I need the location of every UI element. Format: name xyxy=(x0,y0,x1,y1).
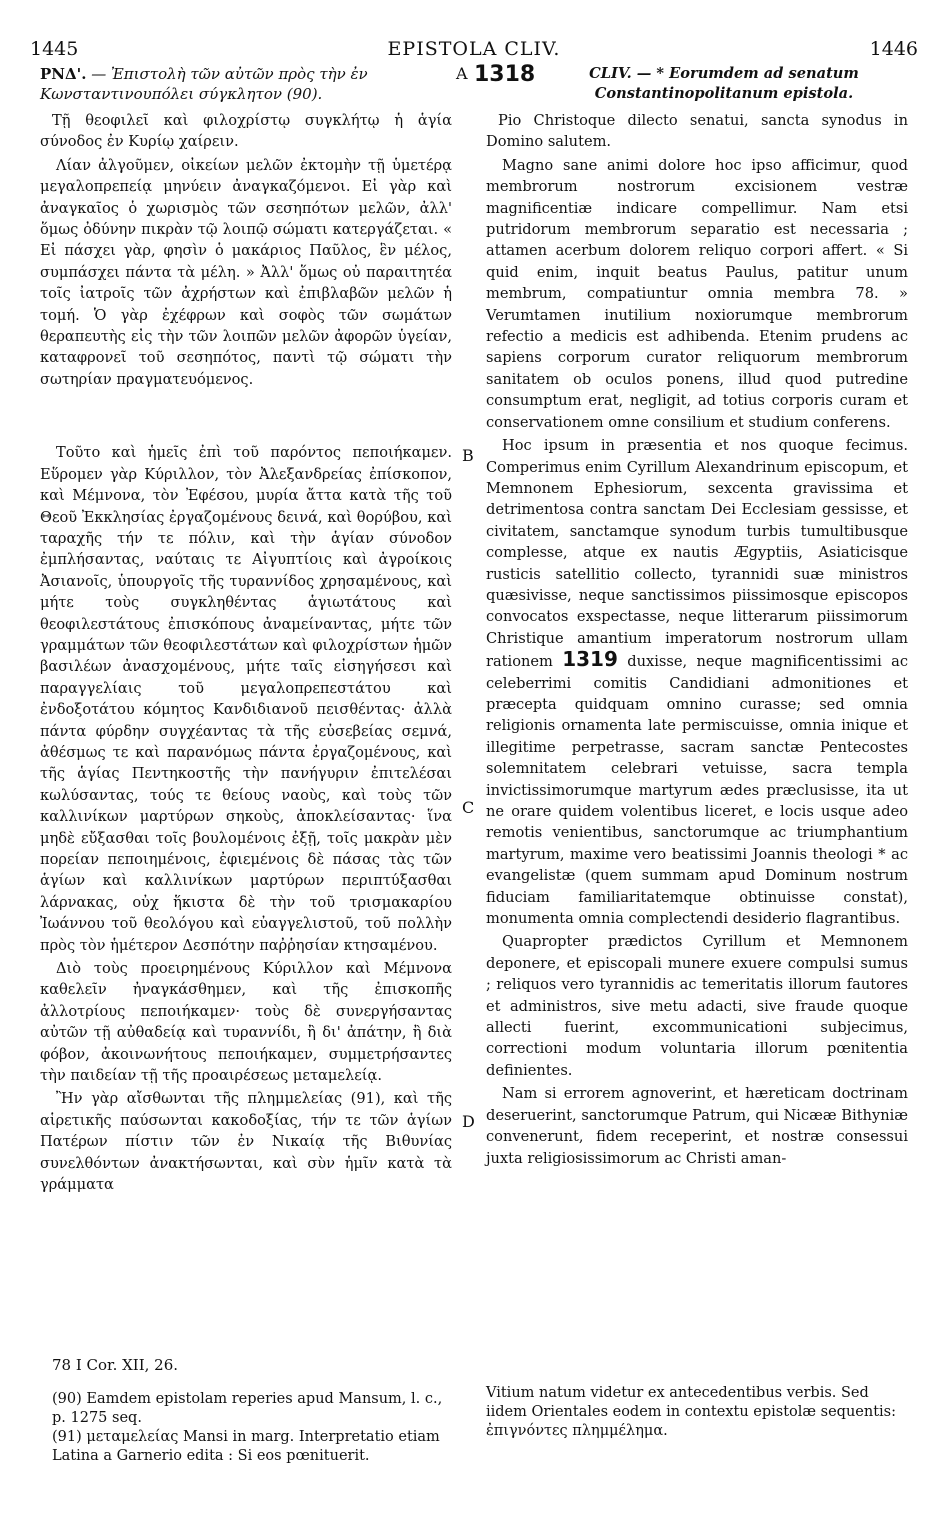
greek-column xyxy=(40,64,452,1198)
column-number-1319: 1319 xyxy=(562,647,618,672)
latin-title-box xyxy=(540,64,908,110)
latin-paragraph: Quapropter prædictos Cyrillum et Memnonem deponere, et episcopali munere exuere compulsi sumus ; reliquos vero tyrannidis ac temeritatis illorum fautores et administros, sive metu adacti, sive fraude quoque allecti fuerint, excommunicationi subjecimus, correctioni modum voluntaria illorum pœnitentia definientes. xyxy=(486,933,908,1079)
greek-salutation: Τῇ θεοφιλεῖ καὶ φιλοχρίστῳ συγκλήτῳ ἡ ἁγία σύνοδος ἐν Κυρίῳ χαίρειν. xyxy=(40,112,452,151)
greek-letter-title xyxy=(40,64,452,104)
margin-mark-c: C xyxy=(462,798,475,817)
note-91: (91) μεταμελείας Mansi in marg. Interpretatio etiam Latina a Garnerio edita : Si eos pœnituerit. xyxy=(52,1429,440,1464)
page-number-left: 1445 xyxy=(30,38,79,60)
note-90: (90) Eamdem epistolam reperies apud Mansum, l. c., p. 1275 seq. xyxy=(52,1391,443,1426)
latin-paragraph: Nam si errorem agnoverint, et hæreticam doctrinam deseruerint, sanctorumque Patrum, qui Nicææ Bithyniæ convenerunt, fidem receperint, et nostræ consessui juxta religiosissimorum ac Christi aman- xyxy=(486,1085,908,1167)
latin-letter-title: CLIV. — * Eorumdem ad senatum Constantinopolitanum epistola. xyxy=(589,65,859,102)
latin-salutation: Pio Christoque dilecto senatui, sancta synodus in Domino salutem. xyxy=(486,112,908,151)
greek-letter-title-text: — Ἐπιστολὴ τῶν αὐτῶν πρὸς τὴν ἐν Κωνσταντινουπόλει σύγκλητον (90). xyxy=(40,65,368,103)
running-head xyxy=(30,38,918,64)
latin-paragraph-text: Hoc ipsum in præsentia et nos quoque fecimus. Comperimus enim Cyrillum Alexandrinum episcopum, et Memnonem Ephesiorum, sexcenta gravissima et detrimentosa contra sanctam Dei Ecclesiam gessisse, et civitatem, sanctamque synodum turbis tumultibusque complesse, atque ex nautis Ægyptiis, Asiaticisque rusticis satellitio collecto, tyrannidi suæ ministros quæsivisse, neque sanctissimos piissimosque episcopos convocatos exspectasse, neque litterarum piissimorum Christique amantium imperatorum nostrorum ullam rationem xyxy=(486,437,908,671)
notes-right xyxy=(486,1384,906,1441)
latin-column xyxy=(486,110,908,1171)
latin-paragraph-continued: duxisse, neque magnificentissimi ac celeberrimi comitis Candidiani admonitiones et præcepta quidquam omnino curasse; sed omnia religionis ornamenta late permiscuisse, omnia inique et illegitime perpetrasse, sacram sanctæ Pentecostes solemnitatem celebrari vetuisse, sacra templa invictissimorumque martyrum ædes præclusisse, ita ut ne orare quidem volentibus liceret, e locis usque adeo remotis venientibus, sanctorumque ac triumphantium martyrum, maxime vero beatissimi Joannis theologi * ac evangelistæ (quem summam apud Dominum nostrum fiduciam familiaritatemque obtinuisse constat), monumenta omnia complectendi desiderio flagrantibus. xyxy=(486,653,909,928)
latin-paragraph: Magno sane animi dolore hoc ipso afficimur, quod membrorum nostrorum excisionem vestræ magnificentiæ indicare compellimur. Nam etsi putridorum membrorum separatio est necessaria ; attamen acerbum dolorem reliquo corpori affert. « Si quid enim, inquit beatus Paulus, patitur unum membrum, compatiuntur omnia membra 78. » Verumtamen inutilium noxiorumque membrorum refectio a medicis est adhibenda. Etenim prudens ac sapiens corporum curator reliquorum membrorum sanitatem ob oculos ponens, illud quod putredine consumptum erat, negligit, ad totius corporis curam et conservationem omne consilium et studium conferens. xyxy=(486,156,908,431)
greek-letter-number: ΡΝΔ'. xyxy=(40,65,87,83)
note-continued: Vitium natum videtur ex antecedentibus verbis. Sed iidem Orientales eodem in contextu epistolæ sequentis: ἐπιγνόντες πλημμέλημα. xyxy=(486,1385,897,1439)
greek-paragraph: Τοῦτο καὶ ἡμεῖς ἐπὶ τοῦ παρόντος πεποιήκαμεν. Εὕρομεν γὰρ Κύριλλον, τὸν Ἀλεξανδρείας ἐπίσκοπον, καὶ Μέμνονα, τὸν Ἐφέσου, μυρία ἄττα κατὰ τῆς τοῦ Θεοῦ Ἐκκλησίας ἐργαζομένους δεινά, καὶ θορύβου, καὶ ταραχῆς τήν τε πόλιν, καὶ τὴν ἁγίαν σύνοδον ἐμπλήσαντας, ναύταις τε Αἰγυπτίοις καὶ ἀγροίκοις Ἀσιανοῖς, ὑπουργοῖς τῆς τυραννίδος χρησαμένους, καὶ μήτε τοὺς συγκληθέντας ἁγιωτάτους καὶ θεοφιλεστάτους ἐπισκόπους ἀναμείναντας, μήτε τῶν γραμμάτων τῶν θεοφιλεστάτων καὶ φιλοχρίστων ἡμῶν βασιλέων ἀνασχομένους, μήτε ταῖς εἰσηγήσεσι καὶ παραγγελίαις τοῦ μεγαλοπρεπεστάτου καὶ ἐνδοξοτάτου κόμητος Κανδιδιανοῦ πεισθέντας· ἀλλὰ πάντα φύρδην συγχέαντας τὰ τῆς εὐσεβείας σεμνά, ἀθέσμως τε καὶ παρανόμως πάντα ἐργαζομένους, καὶ τῆς ἁγίας Πεντηκοστῆς τὴν πανήγυριν ἐπιτελέσαι κωλύσαντας, τούς τε θείους ναοὺς, καὶ τοὺς τῶν καλλινίκων μαρτύρων σηκοὺς, ἀποκλείσαντας· ἵνα μηδὲ εὔξασθαι τοῖς βουλομένοις ἐξῇ, τοῖς μακρὰν μὲν πορείαν πεποιημένοις, ἐφιεμένοις δὲ πάσας τὰς τῶν ἁγίων καὶ καλλινίκων μαρτύρων περιπτύξασθαι λάρνακας, οὐχ ἥκιστα δὲ τὴν τοῦ τρισμακαρίου Ἰωάννου τοῦ θεολόγου καὶ εὐαγγελιστοῦ, τοῦ πολλὴν πρὸς τὸν ἡμέτερον Δεσπότην παῤῥησίαν κτησαμένου. xyxy=(40,444,452,954)
column-mark-a: A xyxy=(456,64,468,83)
greek-paragraph: Διὸ τοὺς προειρημένους Κύριλλον καὶ Μέμνονα καθελεῖν ἠναγκάσθημεν, καὶ τῆς ἐπισκοπῆς ἀλλοτρίους πεποιήκαμεν· τοὺς δὲ συνεργήσαντας αὐτῶν τῇ αὐθαδείᾳ καὶ τυραννίδι, ἢ δι' ἀπάτην, ἢ διὰ φόβον, ἀκοινωνήτους πεποιήκαμεν, συμμετρήσαντες τὴν παιδείαν τῇ τῆς προαιρέσεως μεταμελείᾳ. xyxy=(40,960,452,1085)
running-title: EPISTOLA CLIV. xyxy=(387,38,561,60)
page-number-right: 1446 xyxy=(869,38,918,60)
column-number-1318: 1318 xyxy=(474,62,536,87)
column-gap xyxy=(40,392,452,442)
margin-mark-d: D xyxy=(462,1112,475,1131)
latin-paragraph xyxy=(486,435,908,929)
greek-paragraph: Ἢν γὰρ αἴσθωνται τῆς πλημμελείας (91), καὶ τῆς αἱρετικῆς παύσωνται κακοδοξίας, τήν τε τῶν ἁγίων Πατέρων πίστιν τῶν ἐν Νικαίᾳ τῆς Βιθυνίας συνελθόντων ἀνακτήσωνται, καὶ σὺν ἡμῖν κατὰ τὰ γράμματα xyxy=(40,1090,452,1194)
greek-paragraph: Λίαν ἀλγοῦμεν, οἰκείων μελῶν ἐκτομὴν τῇ ὑμετέρᾳ μεγαλοπρεπείᾳ μηνύειν ἀναγκαζόμενοι. Εἰ γὰρ καὶ ἀναγκαῖος ὁ χωρισμὸς τῶν σεσηπότων μελῶν, ἀλλ' ὅμως ὀδύνην πικρὰν τῷ λοιπῷ σώματι κατεργάζεται. « Εἰ πάσχει γὰρ, φησὶν ὁ μακάριος Παῦλος, ἓν μέλος, συμπάσχει πάντα τὰ μέλη. » Ἀλλ' ὅμως οὐ παραιτητέα τοῖς ἰατροῖς τῶν ἀχρήστων καὶ ἐπιβλαβῶν μελῶν ἡ τομή. Ὁ γὰρ ἐχέφρων καὶ σοφὸς τῶν σωμάτων θεραπευτὴς εἰς τὴν τῶν λοιπῶν μελῶν ἀφορῶν ὑγείαν, καταφρονεῖ τοῦ σεσηπότος, παντὶ τῷ σώματι τὴν σωτηρίαν πραγματευόμενος. xyxy=(40,156,452,388)
notes-left xyxy=(52,1390,452,1466)
margin-mark-b: B xyxy=(462,446,474,465)
footnote-78: 78 I Cor. XII, 26. xyxy=(52,1356,179,1374)
